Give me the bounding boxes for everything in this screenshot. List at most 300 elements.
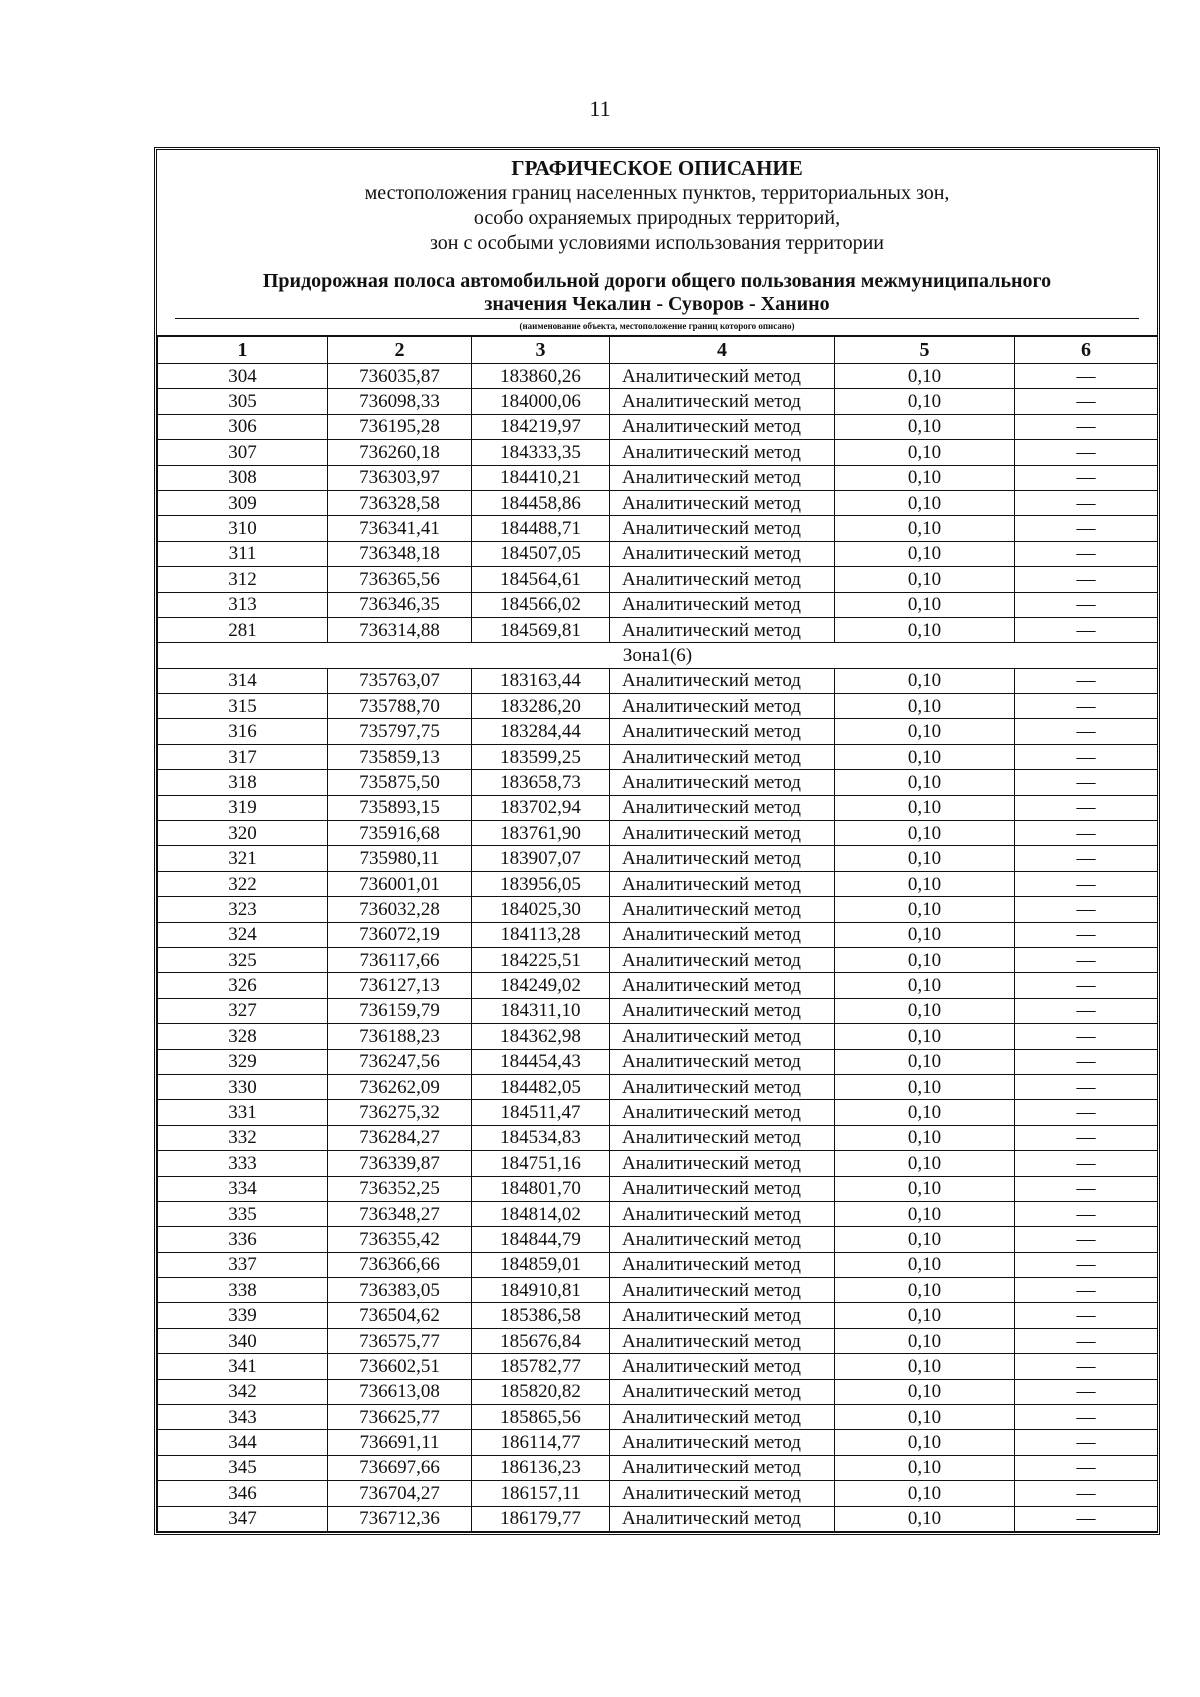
method-cell: Аналитический метод xyxy=(610,1506,835,1531)
table-row xyxy=(158,465,1158,490)
y-coordinate-cell: 186136,23 xyxy=(472,1455,610,1480)
precision-cell: 0,10 xyxy=(835,770,1015,795)
table-row xyxy=(158,1227,1158,1252)
table-row xyxy=(158,1455,1158,1480)
description-cell: — xyxy=(1015,719,1158,744)
y-coordinate-cell: 184113,28 xyxy=(472,922,610,947)
method-cell: Аналитический метод xyxy=(610,871,835,896)
x-coordinate-cell: 736352,25 xyxy=(328,1176,472,1201)
description-cell: — xyxy=(1015,1227,1158,1252)
description-cell: — xyxy=(1015,617,1158,642)
description-cell: — xyxy=(1015,541,1158,566)
method-cell: Аналитический метод xyxy=(610,1481,835,1506)
table-row xyxy=(158,1405,1158,1430)
method-cell: Аналитический метод xyxy=(610,846,835,871)
y-coordinate-cell: 184025,30 xyxy=(472,897,610,922)
point-number-cell: 340 xyxy=(158,1328,328,1353)
point-number-cell: 344 xyxy=(158,1430,328,1455)
description-cell: — xyxy=(1015,1328,1158,1353)
point-number-cell: 307 xyxy=(158,440,328,465)
precision-cell: 0,10 xyxy=(835,364,1015,389)
description-cell: — xyxy=(1015,490,1158,515)
column-header: 4 xyxy=(610,337,835,364)
x-coordinate-cell: 736339,87 xyxy=(328,1151,472,1176)
precision-cell: 0,10 xyxy=(835,719,1015,744)
precision-cell: 0,10 xyxy=(835,897,1015,922)
method-cell: Аналитический метод xyxy=(610,770,835,795)
method-cell: Аналитический метод xyxy=(610,1328,835,1353)
document-frame xyxy=(154,147,1160,1535)
table-row xyxy=(158,821,1158,846)
description-cell: — xyxy=(1015,1405,1158,1430)
description-cell: — xyxy=(1015,592,1158,617)
description-cell: — xyxy=(1015,668,1158,693)
table-row xyxy=(158,1074,1158,1099)
precision-cell: 0,10 xyxy=(835,490,1015,515)
x-coordinate-cell: 736098,33 xyxy=(328,389,472,414)
point-number-cell: 310 xyxy=(158,516,328,541)
table-row xyxy=(158,1354,1158,1379)
point-number-cell: 324 xyxy=(158,922,328,947)
y-coordinate-cell: 184362,98 xyxy=(472,1024,610,1049)
y-coordinate-cell: 185386,58 xyxy=(472,1303,610,1328)
point-number-cell: 331 xyxy=(158,1100,328,1125)
point-number-cell: 321 xyxy=(158,846,328,871)
description-cell: — xyxy=(1015,1252,1158,1277)
table-row xyxy=(158,744,1158,769)
x-coordinate-cell: 735859,13 xyxy=(328,744,472,769)
x-coordinate-cell: 736001,01 xyxy=(328,871,472,896)
table-row xyxy=(158,922,1158,947)
table-row xyxy=(158,1024,1158,1049)
x-coordinate-cell: 736188,23 xyxy=(328,1024,472,1049)
point-number-cell: 313 xyxy=(158,592,328,617)
table-row xyxy=(158,541,1158,566)
y-coordinate-cell: 184482,05 xyxy=(472,1074,610,1099)
y-coordinate-cell: 183702,94 xyxy=(472,795,610,820)
method-cell: Аналитический метод xyxy=(610,973,835,998)
point-number-cell: 338 xyxy=(158,1278,328,1303)
column-header: 5 xyxy=(835,337,1015,364)
precision-cell: 0,10 xyxy=(835,567,1015,592)
description-cell: — xyxy=(1015,1379,1158,1404)
method-cell: Аналитический метод xyxy=(610,1227,835,1252)
x-coordinate-cell: 736127,13 xyxy=(328,973,472,998)
y-coordinate-cell: 183956,05 xyxy=(472,871,610,896)
x-coordinate-cell: 735875,50 xyxy=(328,770,472,795)
point-number-cell: 347 xyxy=(158,1506,328,1531)
method-cell: Аналитический метод xyxy=(610,1379,835,1404)
description-cell: — xyxy=(1015,1074,1158,1099)
x-coordinate-cell: 736247,56 xyxy=(328,1049,472,1074)
y-coordinate-cell: 183860,26 xyxy=(472,364,610,389)
x-coordinate-cell: 736032,28 xyxy=(328,897,472,922)
table-row xyxy=(158,770,1158,795)
table-row xyxy=(158,1176,1158,1201)
method-cell: Аналитический метод xyxy=(610,668,835,693)
precision-cell: 0,10 xyxy=(835,617,1015,642)
y-coordinate-cell: 185820,82 xyxy=(472,1379,610,1404)
table-row xyxy=(158,1328,1158,1353)
point-number-cell: 311 xyxy=(158,541,328,566)
point-number-cell: 323 xyxy=(158,897,328,922)
precision-cell: 0,10 xyxy=(835,744,1015,769)
method-cell: Аналитический метод xyxy=(610,1024,835,1049)
point-number-cell: 316 xyxy=(158,719,328,744)
table-row xyxy=(158,490,1158,515)
table-row xyxy=(158,1430,1158,1455)
y-coordinate-cell: 184910,81 xyxy=(472,1278,610,1303)
page-number: 11 xyxy=(589,96,611,121)
y-coordinate-cell: 184751,16 xyxy=(472,1151,610,1176)
y-coordinate-cell: 184511,47 xyxy=(472,1100,610,1125)
point-number-cell: 336 xyxy=(158,1227,328,1252)
y-coordinate-cell: 184410,21 xyxy=(472,465,610,490)
precision-cell: 0,10 xyxy=(835,694,1015,719)
description-cell: — xyxy=(1015,1481,1158,1506)
method-cell: Аналитический метод xyxy=(610,389,835,414)
point-number-cell: 327 xyxy=(158,998,328,1023)
precision-cell: 0,10 xyxy=(835,1024,1015,1049)
x-coordinate-cell: 736691,11 xyxy=(328,1430,472,1455)
description-cell: — xyxy=(1015,1049,1158,1074)
table-row xyxy=(158,871,1158,896)
precision-cell: 0,10 xyxy=(835,1278,1015,1303)
description-cell: — xyxy=(1015,465,1158,490)
point-number-cell: 312 xyxy=(158,567,328,592)
subtitle-line-3: зон с особыми условиями использования территории xyxy=(429,232,885,254)
x-coordinate-cell: 736365,56 xyxy=(328,567,472,592)
x-coordinate-cell: 736602,51 xyxy=(328,1354,472,1379)
y-coordinate-cell: 184311,10 xyxy=(472,998,610,1023)
point-number-cell: 343 xyxy=(158,1405,328,1430)
table-row xyxy=(158,364,1158,389)
x-coordinate-cell: 736159,79 xyxy=(328,998,472,1023)
precision-cell: 0,10 xyxy=(835,795,1015,820)
precision-cell: 0,10 xyxy=(835,922,1015,947)
y-coordinate-cell: 184454,43 xyxy=(472,1049,610,1074)
method-cell: Аналитический метод xyxy=(610,1354,835,1379)
description-cell: — xyxy=(1015,821,1158,846)
precision-cell: 0,10 xyxy=(835,541,1015,566)
precision-cell: 0,10 xyxy=(835,846,1015,871)
point-number-cell: 335 xyxy=(158,1201,328,1226)
point-number-cell: 325 xyxy=(158,947,328,972)
description-cell: — xyxy=(1015,795,1158,820)
method-cell: Аналитический метод xyxy=(610,897,835,922)
x-coordinate-cell: 736260,18 xyxy=(328,440,472,465)
table-body xyxy=(158,364,1158,1532)
column-header: 3 xyxy=(472,337,610,364)
description-cell: — xyxy=(1015,1455,1158,1480)
point-number-cell: 317 xyxy=(158,744,328,769)
x-coordinate-cell: 735788,70 xyxy=(328,694,472,719)
point-number-cell: 320 xyxy=(158,821,328,846)
table-row xyxy=(158,567,1158,592)
method-cell: Аналитический метод xyxy=(610,1074,835,1099)
point-number-cell: 329 xyxy=(158,1049,328,1074)
point-number-cell: 328 xyxy=(158,1024,328,1049)
y-coordinate-cell: 184507,05 xyxy=(472,541,610,566)
y-coordinate-cell: 183286,20 xyxy=(472,694,610,719)
x-coordinate-cell: 735763,07 xyxy=(328,668,472,693)
column-header: 6 xyxy=(1015,337,1158,364)
description-cell: — xyxy=(1015,998,1158,1023)
precision-cell: 0,10 xyxy=(835,871,1015,896)
table-row xyxy=(158,973,1158,998)
description-cell: — xyxy=(1015,440,1158,465)
description-cell: — xyxy=(1015,1176,1158,1201)
precision-cell: 0,10 xyxy=(835,1125,1015,1150)
table-row xyxy=(158,947,1158,972)
description-cell: — xyxy=(1015,897,1158,922)
y-coordinate-cell: 184534,83 xyxy=(472,1125,610,1150)
method-cell: Аналитический метод xyxy=(610,1151,835,1176)
y-coordinate-cell: 184859,01 xyxy=(472,1252,610,1277)
precision-cell: 0,10 xyxy=(835,947,1015,972)
y-coordinate-cell: 183163,44 xyxy=(472,668,610,693)
table-row xyxy=(158,1151,1158,1176)
method-cell: Аналитический метод xyxy=(610,617,835,642)
column-header: 1 xyxy=(158,337,328,364)
precision-cell: 0,10 xyxy=(835,1303,1015,1328)
y-coordinate-cell: 184458,86 xyxy=(472,490,610,515)
table-row xyxy=(158,668,1158,693)
table-row xyxy=(158,592,1158,617)
x-coordinate-cell: 736275,32 xyxy=(328,1100,472,1125)
description-cell: — xyxy=(1015,1201,1158,1226)
x-coordinate-cell: 736346,35 xyxy=(328,592,472,617)
table-row xyxy=(158,1481,1158,1506)
y-coordinate-cell: 183761,90 xyxy=(472,821,610,846)
point-number-cell: 322 xyxy=(158,871,328,896)
y-coordinate-cell: 183599,25 xyxy=(472,744,610,769)
method-cell: Аналитический метод xyxy=(610,1176,835,1201)
precision-cell: 0,10 xyxy=(835,1328,1015,1353)
x-coordinate-cell: 736195,28 xyxy=(328,414,472,439)
description-cell: — xyxy=(1015,694,1158,719)
method-cell: Аналитический метод xyxy=(610,998,835,1023)
point-number-cell: 309 xyxy=(158,490,328,515)
x-coordinate-cell: 736328,58 xyxy=(328,490,472,515)
method-cell: Аналитический метод xyxy=(610,744,835,769)
table-row xyxy=(158,1125,1158,1150)
x-coordinate-cell: 736697,66 xyxy=(328,1455,472,1480)
point-number-cell: 341 xyxy=(158,1354,328,1379)
x-coordinate-cell: 735980,11 xyxy=(328,846,472,871)
point-number-cell: 308 xyxy=(158,465,328,490)
table-row xyxy=(158,617,1158,642)
method-cell: Аналитический метод xyxy=(610,1125,835,1150)
document-header xyxy=(157,150,1157,336)
point-number-cell: 342 xyxy=(158,1379,328,1404)
method-cell: Аналитический метод xyxy=(610,516,835,541)
x-coordinate-cell: 736355,42 xyxy=(328,1227,472,1252)
method-cell: Аналитический метод xyxy=(610,465,835,490)
table-header-row xyxy=(158,337,1158,364)
method-cell: Аналитический метод xyxy=(610,1201,835,1226)
precision-cell: 0,10 xyxy=(835,821,1015,846)
y-coordinate-cell: 184569,81 xyxy=(472,617,610,642)
x-coordinate-cell: 736348,27 xyxy=(328,1201,472,1226)
description-cell: — xyxy=(1015,871,1158,896)
description-cell: — xyxy=(1015,389,1158,414)
precision-cell: 0,10 xyxy=(835,1354,1015,1379)
document-title: ГРАФИЧЕСКОЕ ОПИСАНИЕ xyxy=(511,156,803,180)
y-coordinate-cell: 184814,02 xyxy=(472,1201,610,1226)
precision-cell: 0,10 xyxy=(835,592,1015,617)
y-coordinate-cell: 186179,77 xyxy=(472,1506,610,1531)
x-coordinate-cell: 736072,19 xyxy=(328,922,472,947)
precision-cell: 0,10 xyxy=(835,1074,1015,1099)
coordinates-table xyxy=(157,336,1158,1532)
method-cell: Аналитический метод xyxy=(610,1100,835,1125)
x-coordinate-cell: 736613,08 xyxy=(328,1379,472,1404)
method-cell: Аналитический метод xyxy=(610,947,835,972)
description-cell: — xyxy=(1015,1151,1158,1176)
point-number-cell: 314 xyxy=(158,668,328,693)
object-name-line-2: значения Чекалин - Суворов - Ханино xyxy=(484,293,830,315)
x-coordinate-cell: 735916,68 xyxy=(328,821,472,846)
method-cell: Аналитический метод xyxy=(610,541,835,566)
point-number-cell: 332 xyxy=(158,1125,328,1150)
description-cell: — xyxy=(1015,1100,1158,1125)
point-number-cell: 337 xyxy=(158,1252,328,1277)
y-coordinate-cell: 186114,77 xyxy=(472,1430,610,1455)
description-cell: — xyxy=(1015,1430,1158,1455)
x-coordinate-cell: 735893,15 xyxy=(328,795,472,820)
table-row xyxy=(158,414,1158,439)
table-row xyxy=(158,1201,1158,1226)
object-caption: (наименование объекта, местоположение границ которого описано) xyxy=(519,321,795,331)
y-coordinate-cell: 186157,11 xyxy=(472,1481,610,1506)
table-row xyxy=(158,998,1158,1023)
precision-cell: 0,10 xyxy=(835,973,1015,998)
zone-label: Зона1(6) xyxy=(158,643,1158,668)
description-cell: — xyxy=(1015,1125,1158,1150)
description-cell: — xyxy=(1015,1278,1158,1303)
x-coordinate-cell: 736712,36 xyxy=(328,1506,472,1531)
method-cell: Аналитический метод xyxy=(610,1252,835,1277)
method-cell: Аналитический метод xyxy=(610,1303,835,1328)
precision-cell: 0,10 xyxy=(835,389,1015,414)
point-number-cell: 326 xyxy=(158,973,328,998)
y-coordinate-cell: 183658,73 xyxy=(472,770,610,795)
description-cell: — xyxy=(1015,846,1158,871)
method-cell: Аналитический метод xyxy=(610,440,835,465)
description-cell: — xyxy=(1015,567,1158,592)
x-coordinate-cell: 736284,27 xyxy=(328,1125,472,1150)
method-cell: Аналитический метод xyxy=(610,795,835,820)
precision-cell: 0,10 xyxy=(835,1227,1015,1252)
table-row xyxy=(158,1252,1158,1277)
method-cell: Аналитический метод xyxy=(610,567,835,592)
description-cell: — xyxy=(1015,516,1158,541)
table-row xyxy=(158,1379,1158,1404)
y-coordinate-cell: 185782,77 xyxy=(472,1354,610,1379)
x-coordinate-cell: 736341,41 xyxy=(328,516,472,541)
subtitle-line-2: особо охраняемых природных территорий, xyxy=(473,207,841,229)
x-coordinate-cell: 736314,88 xyxy=(328,617,472,642)
y-coordinate-cell: 184000,06 xyxy=(472,389,610,414)
table-row xyxy=(158,846,1158,871)
precision-cell: 0,10 xyxy=(835,440,1015,465)
table-row xyxy=(158,516,1158,541)
precision-cell: 0,10 xyxy=(835,516,1015,541)
method-cell: Аналитический метод xyxy=(610,1278,835,1303)
table-row xyxy=(158,795,1158,820)
precision-cell: 0,10 xyxy=(835,1379,1015,1404)
point-number-cell: 318 xyxy=(158,770,328,795)
y-coordinate-cell: 183284,44 xyxy=(472,719,610,744)
table-row xyxy=(158,1278,1158,1303)
x-coordinate-cell: 736383,05 xyxy=(328,1278,472,1303)
x-coordinate-cell: 736117,66 xyxy=(328,947,472,972)
table-row xyxy=(158,389,1158,414)
object-name-line-1: Придорожная полоса автомобильной дороги общего пользования межмуниципального xyxy=(262,270,1052,292)
precision-cell: 0,10 xyxy=(835,414,1015,439)
x-coordinate-cell: 736704,27 xyxy=(328,1481,472,1506)
precision-cell: 0,10 xyxy=(835,1405,1015,1430)
method-cell: Аналитический метод xyxy=(610,719,835,744)
description-cell: — xyxy=(1015,973,1158,998)
description-cell: — xyxy=(1015,770,1158,795)
y-coordinate-cell: 185865,56 xyxy=(472,1405,610,1430)
point-number-cell: 334 xyxy=(158,1176,328,1201)
y-coordinate-cell: 184801,70 xyxy=(472,1176,610,1201)
y-coordinate-cell: 184333,35 xyxy=(472,440,610,465)
precision-cell: 0,10 xyxy=(835,465,1015,490)
description-cell: — xyxy=(1015,947,1158,972)
table-row xyxy=(158,1049,1158,1074)
x-coordinate-cell: 736262,09 xyxy=(328,1074,472,1099)
description-cell: — xyxy=(1015,1354,1158,1379)
precision-cell: 0,10 xyxy=(835,668,1015,693)
x-coordinate-cell: 736366,66 xyxy=(328,1252,472,1277)
description-cell: — xyxy=(1015,744,1158,769)
x-coordinate-cell: 736035,87 xyxy=(328,364,472,389)
method-cell: Аналитический метод xyxy=(610,1430,835,1455)
description-cell: — xyxy=(1015,1303,1158,1328)
y-coordinate-cell: 184844,79 xyxy=(472,1227,610,1252)
column-header: 2 xyxy=(328,337,472,364)
table-row xyxy=(158,694,1158,719)
y-coordinate-cell: 184219,97 xyxy=(472,414,610,439)
method-cell: Аналитический метод xyxy=(610,490,835,515)
table-row xyxy=(158,1506,1158,1531)
precision-cell: 0,10 xyxy=(835,1100,1015,1125)
method-cell: Аналитический метод xyxy=(610,364,835,389)
x-coordinate-cell: 736303,97 xyxy=(328,465,472,490)
point-number-cell: 333 xyxy=(158,1151,328,1176)
precision-cell: 0,10 xyxy=(835,1176,1015,1201)
table-row xyxy=(158,719,1158,744)
x-coordinate-cell: 736348,18 xyxy=(328,541,472,566)
point-number-cell: 315 xyxy=(158,694,328,719)
precision-cell: 0,10 xyxy=(835,1252,1015,1277)
description-cell: — xyxy=(1015,1024,1158,1049)
x-coordinate-cell: 736504,62 xyxy=(328,1303,472,1328)
precision-cell: 0,10 xyxy=(835,1481,1015,1506)
precision-cell: 0,10 xyxy=(835,1151,1015,1176)
method-cell: Аналитический метод xyxy=(610,1049,835,1074)
y-coordinate-cell: 185676,84 xyxy=(472,1328,610,1353)
method-cell: Аналитический метод xyxy=(610,1455,835,1480)
point-number-cell: 319 xyxy=(158,795,328,820)
subtitle-line-1: местоположения границ населенных пунктов, территориальных зон, xyxy=(364,182,950,204)
x-coordinate-cell: 736575,77 xyxy=(328,1328,472,1353)
description-cell: — xyxy=(1015,922,1158,947)
